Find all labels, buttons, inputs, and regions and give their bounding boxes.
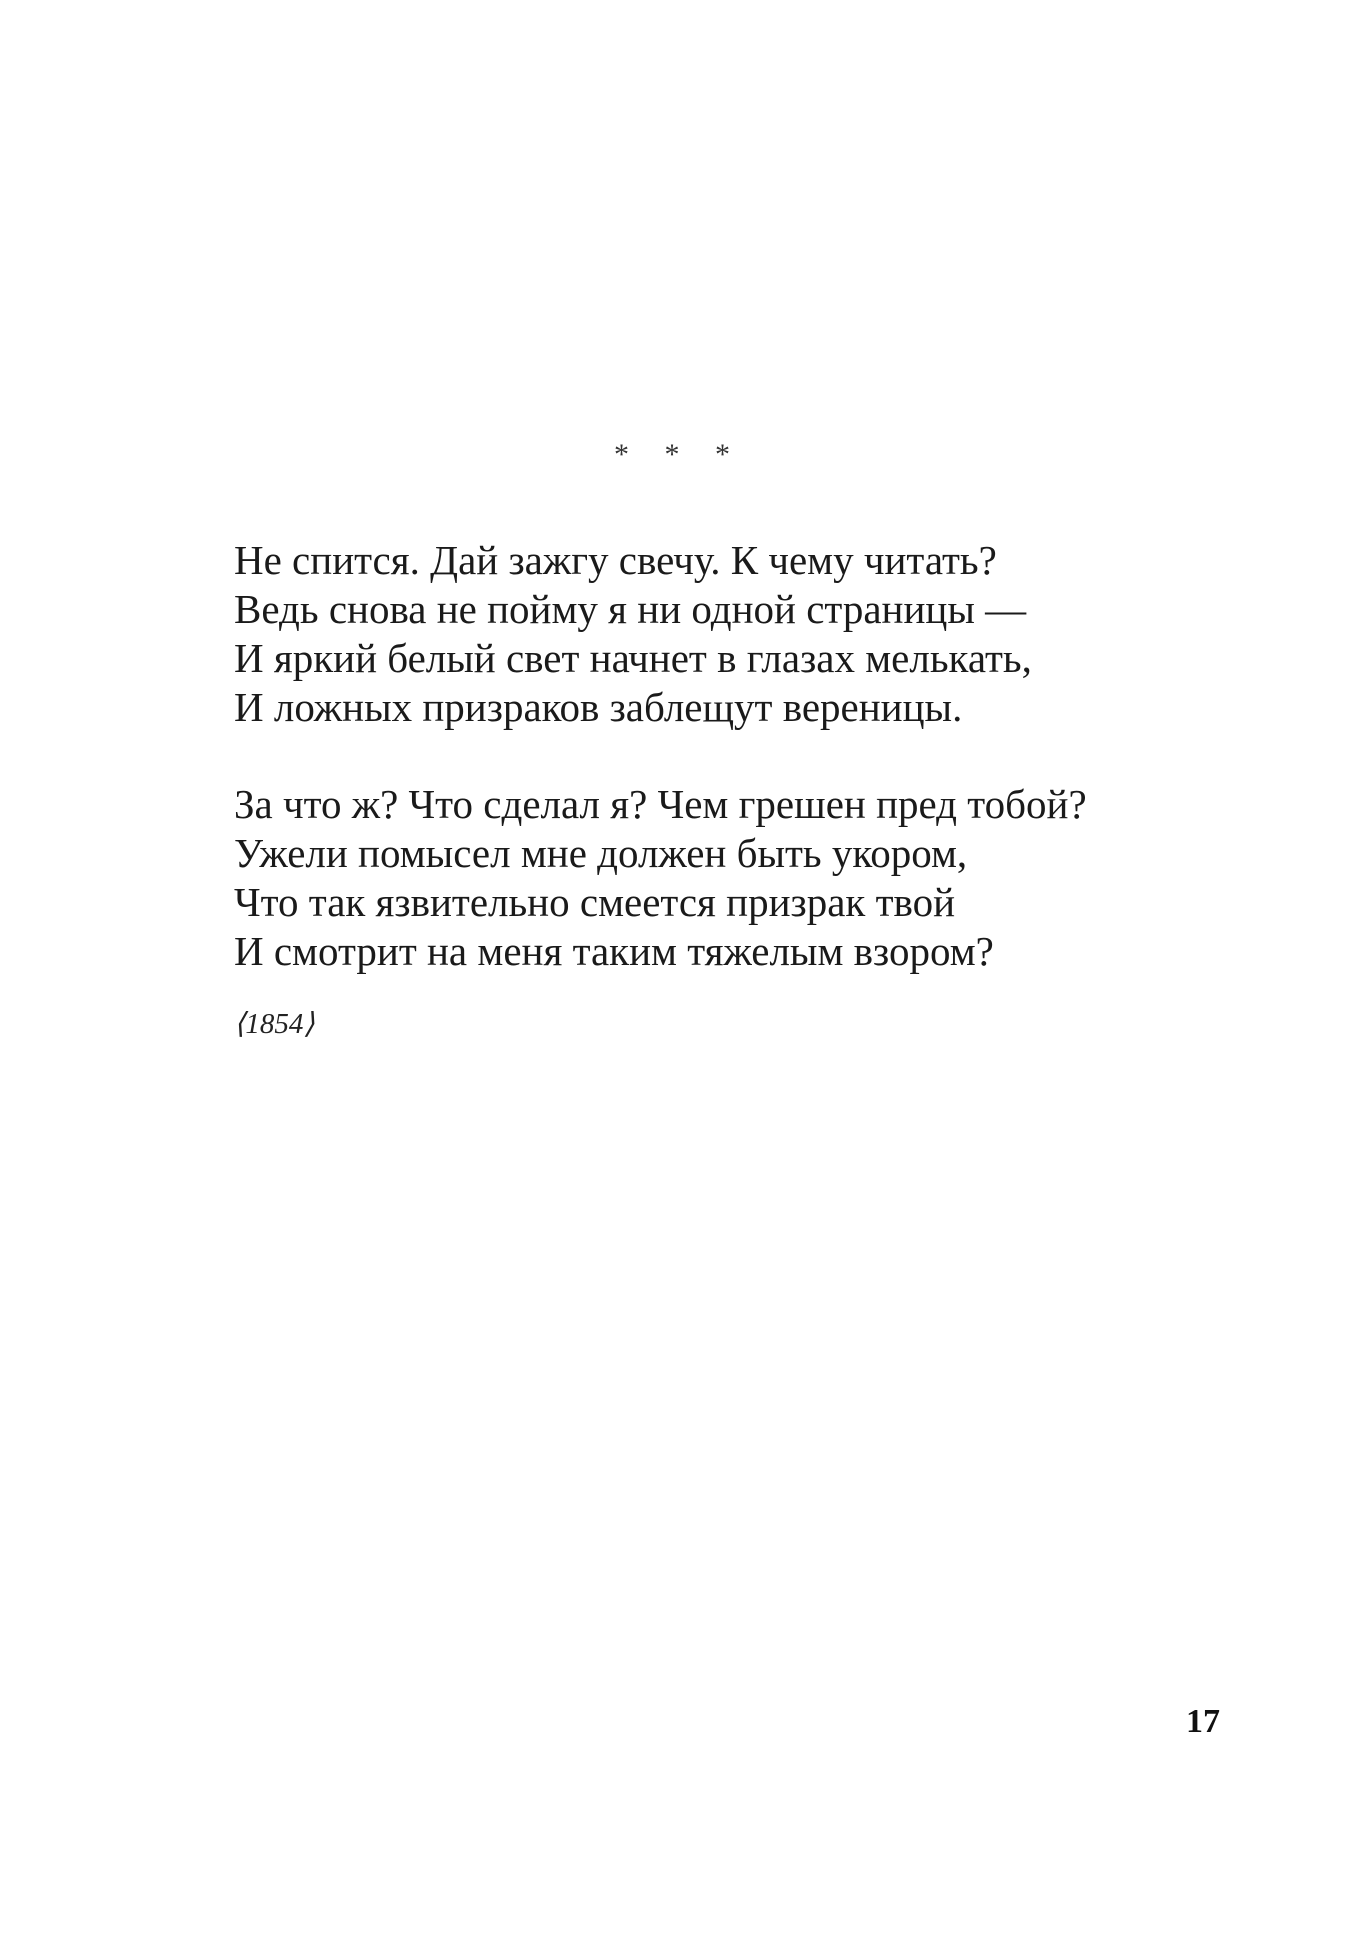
poem-line: Что так язвительно смеется призрак твой [234, 879, 956, 925]
poem-line: И яркий белый свет начнет в глазах мелькать, [234, 635, 1032, 681]
poem [234, 536, 1234, 976]
poem-date: ⟨1854⟩ [234, 1008, 315, 1040]
poem-line: Ведь снова не пойму я ни одной страницы — [234, 586, 1027, 632]
stanza-1 [234, 536, 1234, 732]
poem-line: Не спится. Дай зажгу свечу. К чему читать? [234, 537, 997, 583]
stanza-2 [234, 780, 1234, 976]
section-separator: * * * [614, 438, 744, 471]
poem-line: И смотрит на меня таким тяжелым взором? [234, 928, 994, 974]
poem-line: И ложных призраков заблещут вереницы. [234, 684, 963, 730]
poem-line: Ужели помысел мне должен быть укором, [234, 830, 968, 876]
poem-line: За что ж? Что сделал я? Чем грешен пред тобой? [234, 781, 1087, 827]
page-number: 17 [1186, 1703, 1220, 1740]
